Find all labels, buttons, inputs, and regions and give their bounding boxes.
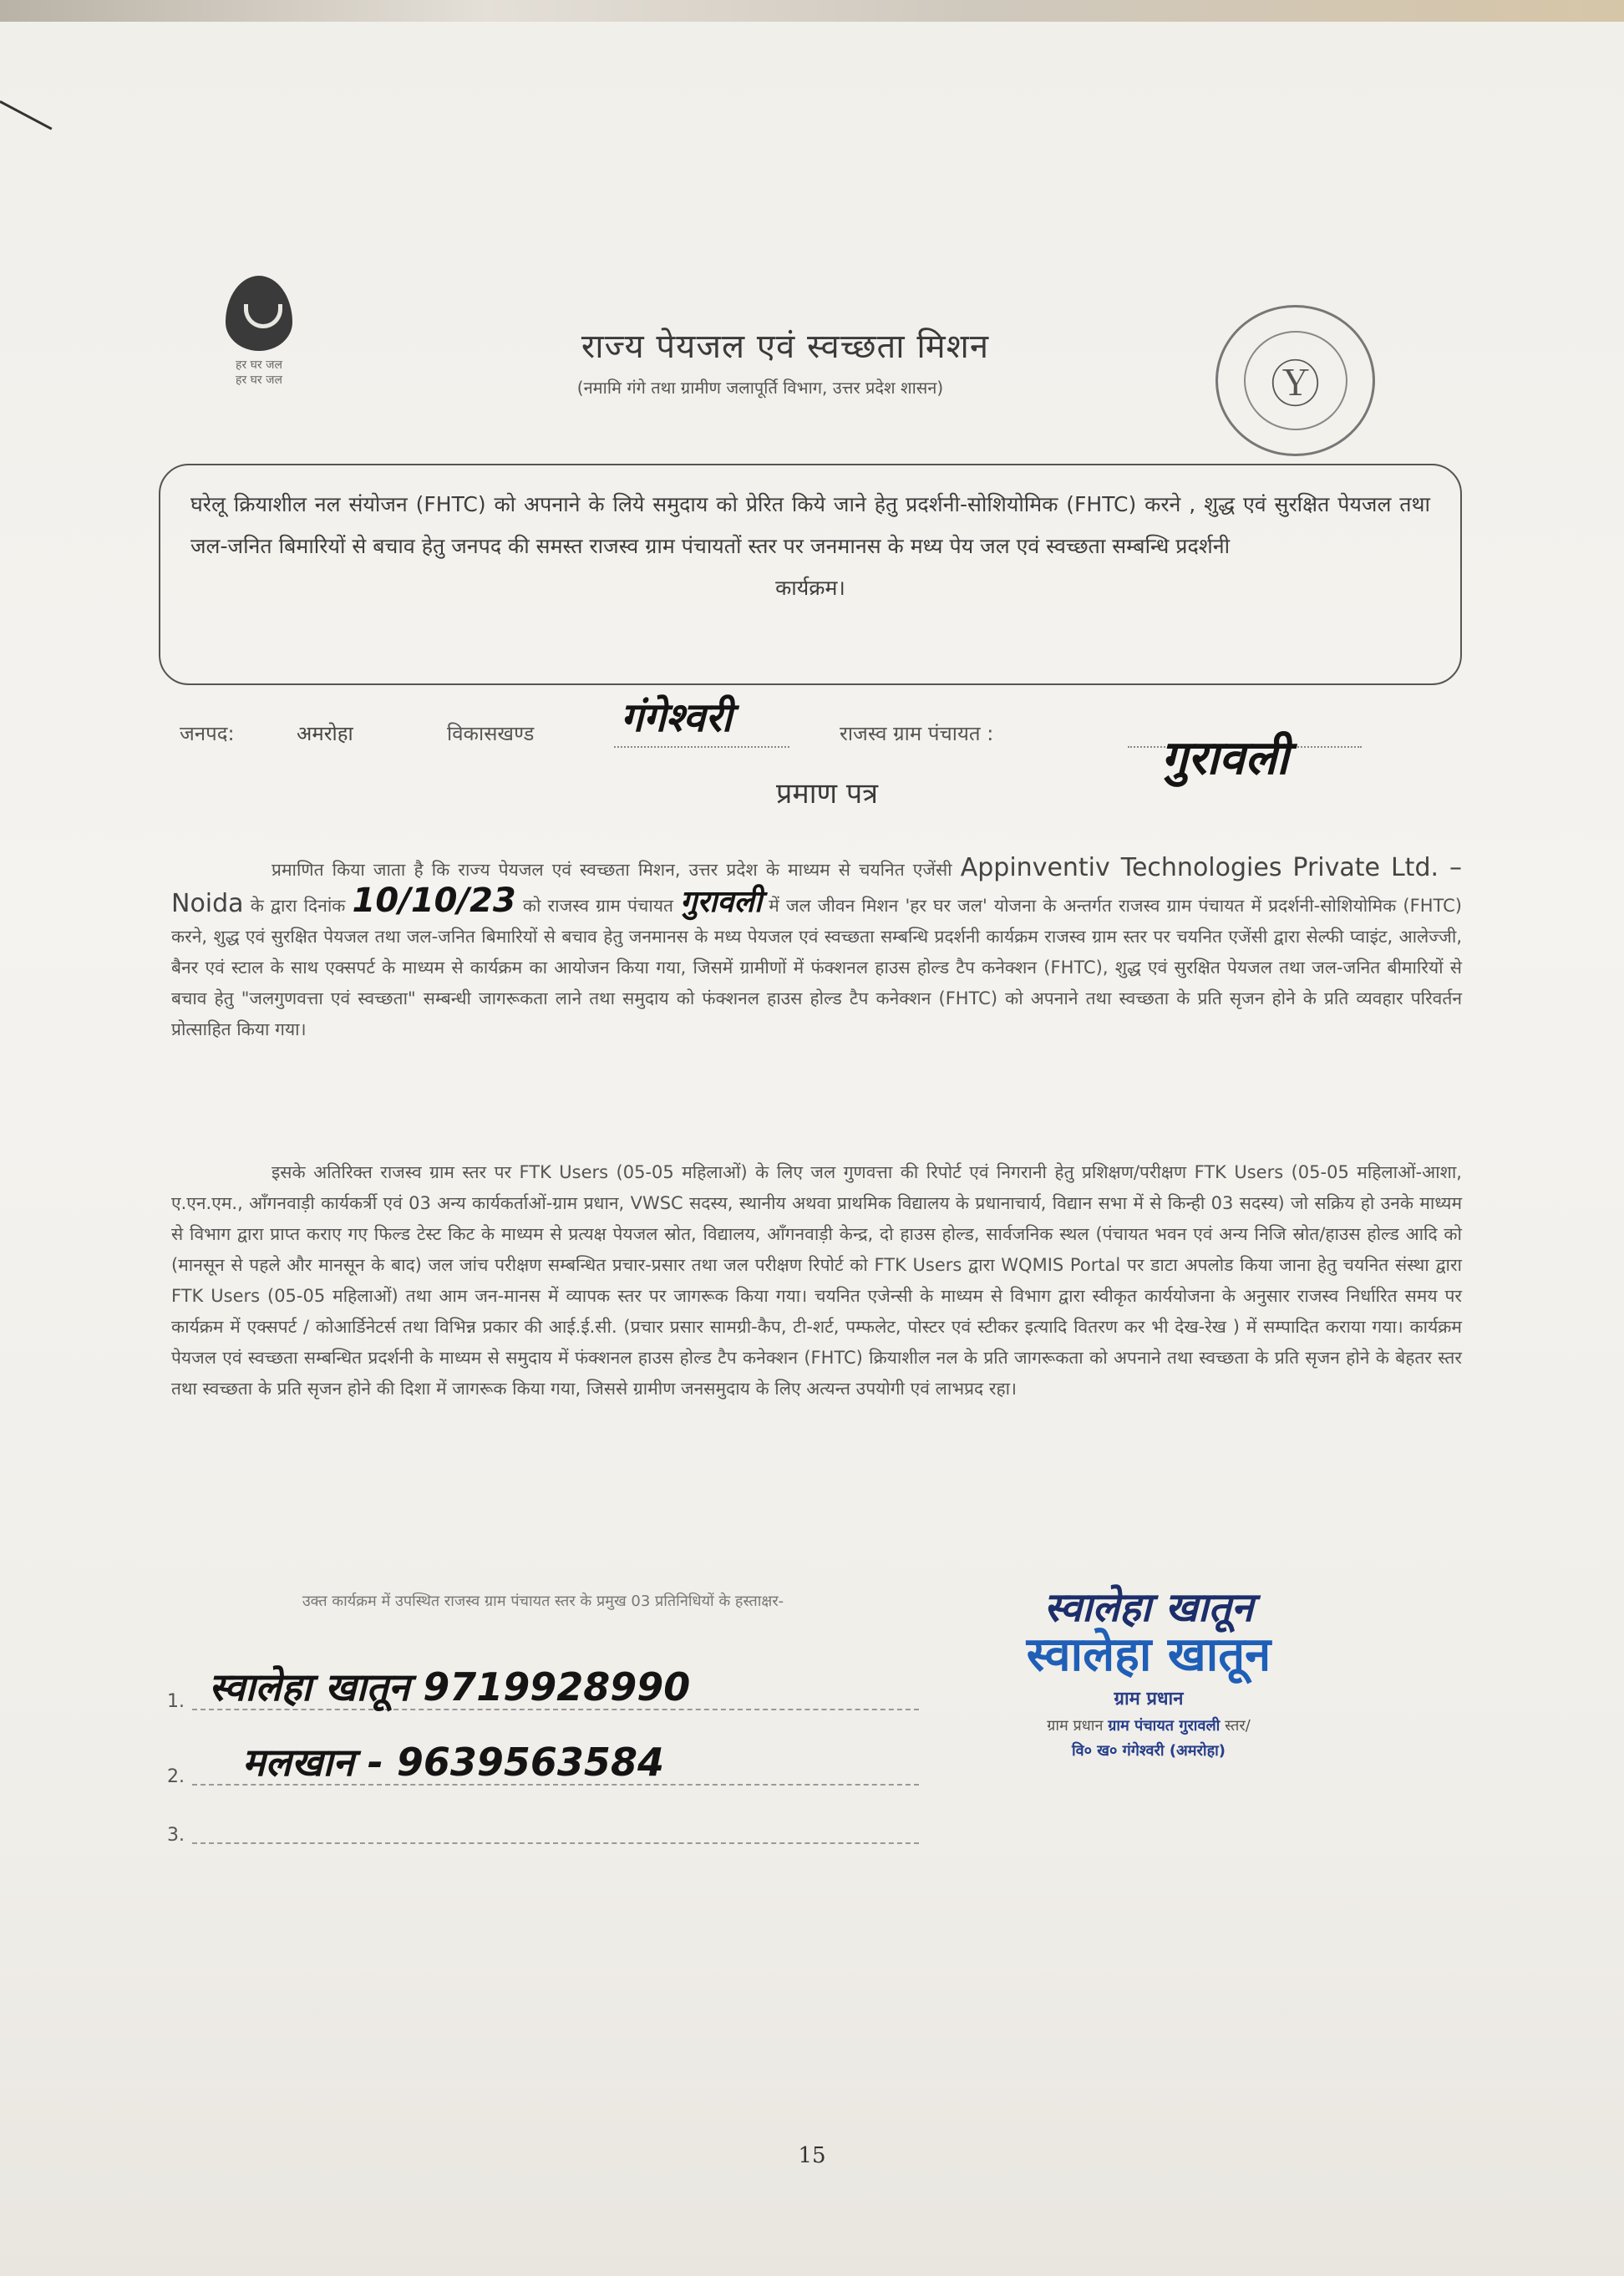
panchayat-name-handwritten: गुरावली: [680, 885, 763, 919]
district-label: जनपद:: [180, 722, 235, 745]
certificate-paragraph-1: [171, 852, 1462, 1045]
pradhan-signature: स्वालेहा खातून: [1043, 1584, 1254, 1631]
block-handwritten: गंगेश्वरी: [621, 694, 733, 741]
stamp-line-1a: ग्राम प्रधान: [1047, 1717, 1104, 1735]
p1-text-a: प्रमाणित किया जाता है कि राज्य पेयजल एवं स्वच्छता मिशन, उत्तर प्रदेश के माध्यम से चयनित एजेंसी: [272, 860, 952, 880]
stamp-line-1b: ग्राम पंचायत गुरावली: [1108, 1717, 1221, 1735]
seal-inner-ring: [1244, 331, 1347, 430]
page-title: राज्य पेयजल एवं स्वच्छता मिशन: [581, 328, 990, 366]
signature-row-1: [167, 1650, 919, 1717]
logo-caption: हर घर जल हर घर जल: [236, 358, 282, 387]
signature-row-number: 3.: [167, 1825, 185, 1846]
stamp-name: स्वालेहा खातून: [1026, 1628, 1271, 1682]
pradhan-stamp: [952, 1579, 1345, 1760]
water-drop-icon: [226, 276, 292, 351]
block-label: विकासखण्ड: [447, 722, 535, 745]
program-description-box: [159, 464, 1462, 685]
district-value: अमरोहा: [297, 722, 353, 745]
signature-dashed-line: [192, 1842, 919, 1844]
signatures-note: उक्त कार्यक्रम में उपस्थित राजस्व ग्राम पंचायत स्तर के प्रमुख 03 प्रतिनिधियों के हस्ताक्षर-: [302, 1593, 784, 1610]
stamp-role: ग्राम प्रधान: [1114, 1689, 1184, 1710]
agency-name: Appinventiv Technologies Private Ltd. – Noida: [171, 853, 1462, 918]
stamp-line-1: [952, 1715, 1345, 1735]
p1-text-d: में जल जीवन मिशन 'हर घर जल' योजना के अन्तर्गत राजस्व ग्राम पंचायत में प्रदर्शनी-सोशियोमिक (FHTC) करने, शुद्ध एवं सुरक्षित पेयजल तथा जल-जनित बिमारियों से बचाव हेतु जनमानस के मध्य पेयजल एवं स्वच्छता सम्बन्धि प्रदर्शनी कार्यक्रम राजस्व ग्राम स्तर पर चयनित एजेंसी द्वारा सेल्फी प्वाइंट, आलेज्जी, बैनर एवं स्टाल के साथ एक्सपर्ट के माध्यम से कार्यक्रम का आयोजन किया गया, जिसमें ग्रामीणों में फंक्शनल हाउस होल्ड टैप कनेक्शन (FHTC), शुद्ध एवं सुरक्षित पेयजल तथा जल-जनित बीमारियों से बचाव हेतु "जलगुणवत्ता एवं स्वच्छता" सम्बन्धी जागरूकता लाने तथा समुदाय को फंक्शनल हाउस होल्ड टैप कनेक्शन (FHTC) को अपनाने तथा स्वच्छता के प्रति सृजन होने के प्रति व्यवहार परिवर्तन प्रोत्साहित किया गया।: [171, 896, 1462, 1039]
signature-entry: मलखान - 9639563584: [242, 1740, 664, 1785]
page-number: 15: [798, 2143, 826, 2168]
page-subtitle: (नमामि गंगे तथा ग्रामीण जलापूर्ति विभाग, उत्तर प्रदेश शासन): [576, 378, 944, 398]
block-dotted-line: [614, 746, 789, 748]
program-date-handwritten: 10/10/23: [352, 881, 516, 920]
signature-row-number: 2.: [167, 1766, 185, 1787]
panchayat-label: राजस्व ग्राम पंचायत :: [840, 722, 994, 745]
signature-row-3: [167, 1784, 919, 1851]
certificate-paragraph-2: इसके अतिरिक्त राजस्व ग्राम स्तर पर FTK Users (05-05 महिलाओं) के लिए जल गुणवत्ता की रिपोर्ट एवं निगरानी हेतु प्रशिक्षण/परीक्षण FTK Users (05-05 महिलाओं-आशा, ए.एन.एम., आँगनवाड़ी कार्यकर्त्री एवं 03 अन्य कार्यकर्ताओं-ग्राम प्रधान, VWSC सदस्य, स्थानीय अथवा प्राथमिक विद्यालय के प्रधानाचार्य, विद्यान सभा में से किन्ही 03 सदस्य) जो सक्रिय हो उनके माध्यम से विभाग द्वारा प्राप्त कराए गए फिल्ड टेस्ट किट के माध्यम से प्रत्यक्ष पेयजल स्रोत, विद्यालय, आँगनवाड़ी केन्द्र, दो हाउस होल्ड, सार्वजनिक स्थल (पंचायत भवन एवं अन्य निजि स्रोत/हाउस होल्ड आदि को (मानसून से पहले और मानसून के बाद) जल जांच परीक्षण सम्बन्धित प्रचार-प्रसार तथा जल परीक्षण रिपोर्ट को FTK Users द्वारा WQMIS Portal पर डाटा अपलोड किया जाना हेतु चयनित संस्था द्वारा FTK Users (05-05 महिलाओं) तथा आम जन-मानस में व्यापक स्तर पर जागरूक किया गया। चयनित एजेन्सी के माध्यम से विभाग द्वारा स्वीकृत कार्ययोजना के अनुसार राजस्व निर्धारित समय पर कार्यक्रम में एक्सपर्ट / कोआर्डिनेटर्स तथा विभिन्न प्रकार की आई.ई.सी. (प्रचार प्रसार सामग्री-कैप, टी-शर्ट, पम्फलेट, पोस्टर एवं स्टीकर इत्यादि वितरण कर भी देख-रेख ) में सम्पादित कराया गया। कार्यक्रम पेयजल एवं स्वच्छता सम्बन्धित प्रदर्शनी के माध्यम से समुदाय में फंक्शनल हाउस होल्ड टैप कनेक्शन (FHTC) क्रियाशील नल के प्रति जागरूकता को अपनाने तथा स्वच्छता के प्रति सृजन होने के बेहतर स्तर तथा स्वच्छता के प्रति सृजन होने की दिशा में जागरूक किया गया, जिससे ग्रामीण जनसमुदाय के लिए अत्यन्त उपयोगी एवं लाभप्रद रहा।: [171, 1162, 1462, 1399]
p1-text-b: के द्वारा दिनांक: [250, 896, 346, 916]
program-text: घरेलू क्रियाशील नल संयोजन (FHTC) को अपनाने के लिये समुदाय को प्रेरित किये जाने हेतु प्रदर्शनी-सोशियोमिक (FHTC) करने , शुद्ध एवं सुरक्षित पेयजल तथा जल-जनित बिमारियों से बचाव हेतु जनपद की समस्त राजस्व ग्राम पंचायतों स्तर पर जनमानस के मध्य पेय जल एवं स्वच्छता सम्बन्धि प्रदर्शनी: [190, 492, 1430, 558]
stamp-line-1c: स्तर/: [1225, 1717, 1251, 1735]
signature-row-2: [167, 1725, 919, 1792]
up-government-seal: [1215, 305, 1375, 456]
panchayat-handwritten: गुरावली: [1161, 731, 1289, 785]
page-top-edge: [0, 0, 1624, 22]
program-text-end: कार्यक्रम।: [775, 576, 845, 600]
signature-entry: स्वालेहा खातून 9719928990: [209, 1664, 691, 1710]
signature-row-number: 1.: [167, 1691, 185, 1712]
stamp-line-2: वि० ख० गंगेश्वरी (अमरोहा): [1071, 1742, 1226, 1760]
p1-text-c: को राजस्व ग्राम पंचायत: [522, 896, 673, 916]
emblem-icon: Ⓨ: [1270, 355, 1321, 414]
mission-logo: [213, 276, 305, 388]
certificate-title: प्रमाण पत्र: [776, 777, 878, 810]
